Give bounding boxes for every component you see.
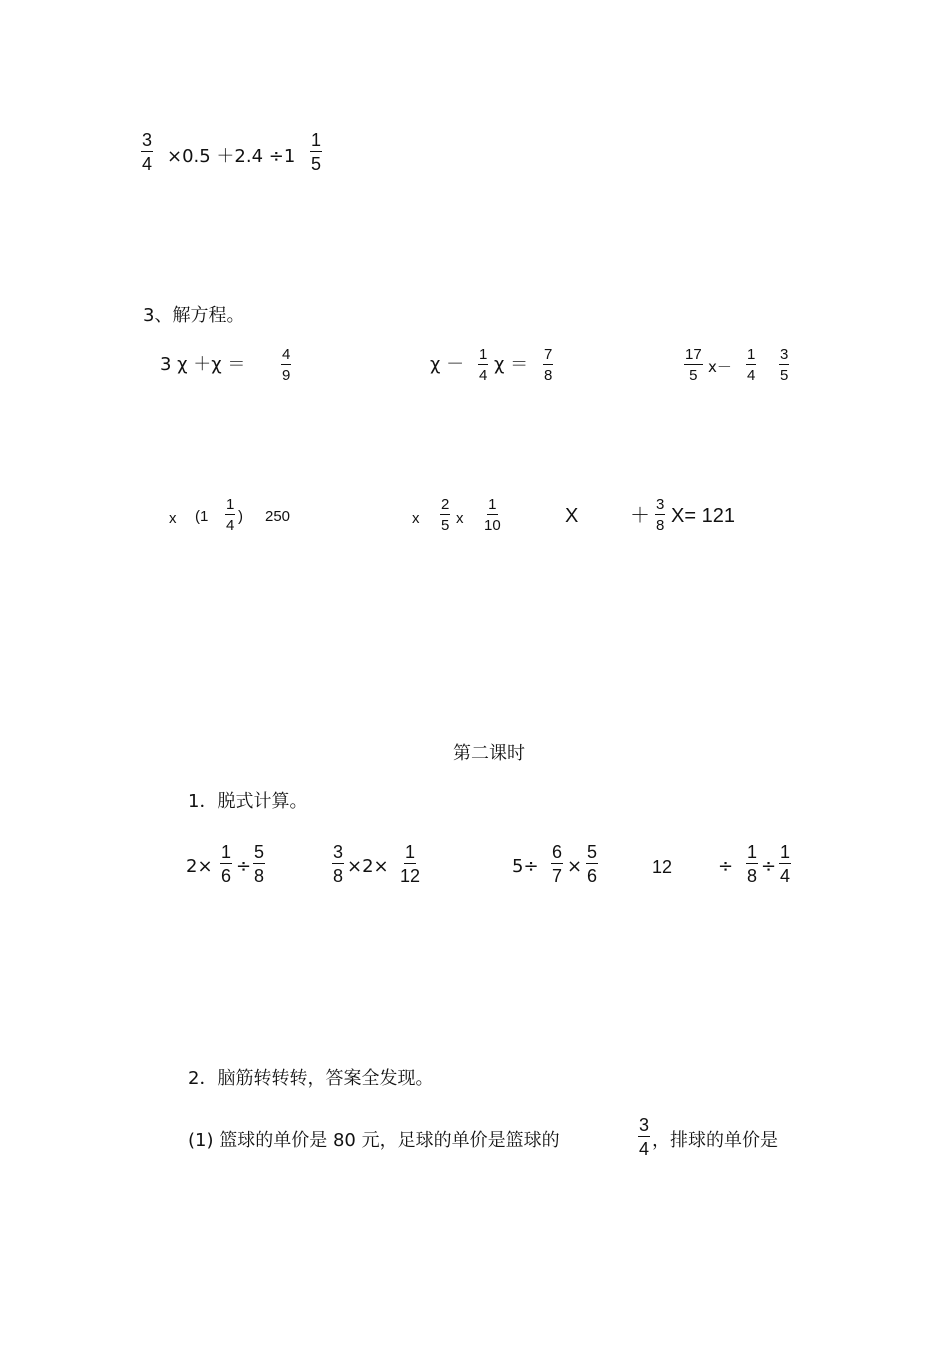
question-heading: 2．脑筋转转转，答案全发现。 <box>188 1068 434 1089</box>
calc-text: 2× <box>186 856 213 877</box>
equation-text: x－ <box>708 358 732 376</box>
fraction: $\frac{1}{4}$ <box>747 346 756 384</box>
fraction: $\frac{1}{8}$ <box>747 842 758 886</box>
fraction: $\frac{5}{8}$ <box>254 842 265 886</box>
equation-text: (1 <box>195 508 209 525</box>
fraction: $\frac{17}{5}$ <box>685 346 702 384</box>
equation-text: 3 χ ＋χ ＝ <box>160 354 246 375</box>
equation-rhs: X= 121 <box>671 505 735 527</box>
fraction: $\frac{7}{8}$ <box>544 346 553 384</box>
calc-text: × <box>567 856 583 877</box>
question-text: (1) 篮球的单价是 80 元，足球的单价是篮球的 <box>188 1130 560 1151</box>
section-heading: 3、解方程。 <box>143 305 245 326</box>
variable-x: x <box>412 510 420 527</box>
plus-sign: ＋ <box>630 503 650 527</box>
fraction: $\frac{1}{12}$ <box>400 842 421 886</box>
variable-x: x <box>169 510 177 527</box>
fraction: $\frac{3}{5}$ <box>780 346 789 384</box>
calc-text: 12 <box>652 857 673 877</box>
equation-text: χ ＝ <box>494 354 529 375</box>
fraction: $\frac{1}{6}$ <box>221 842 232 886</box>
fraction: $\frac{3}{4}$ <box>639 1115 650 1159</box>
fraction: $\frac{2}{5}$ <box>441 496 450 534</box>
question-text: ，排球的单价是 <box>652 1130 778 1151</box>
variable-x: x <box>456 510 464 527</box>
fraction: $\frac{3}{8}$ <box>656 496 665 534</box>
fraction: $\frac{1}{5}$ <box>311 130 322 174</box>
calc-text: ×2× <box>347 856 389 877</box>
equation-rhs: 250 <box>265 508 291 525</box>
equation-text: χ － <box>430 354 465 375</box>
fraction: $\frac{1}{10}$ <box>484 496 501 534</box>
calc-text: ÷ <box>761 856 777 877</box>
calc-text: ÷ <box>718 856 734 877</box>
question-heading: 1．脱式计算。 <box>188 791 308 812</box>
calc-text: 5÷ <box>512 856 539 877</box>
fraction: $\frac{1}{4}$ <box>226 496 235 534</box>
fraction: $\frac{5}{6}$ <box>587 842 598 886</box>
expression-text: ×0.5 ＋2.4 ÷1 <box>167 146 296 167</box>
fraction: $\frac{1}{4}$ <box>780 842 791 886</box>
variable-x: X <box>565 505 579 527</box>
fraction: $\frac{1}{4}$ <box>479 346 488 384</box>
fraction: $\frac{4}{9}$ <box>282 346 291 384</box>
page-title: 第二课时 <box>453 743 525 764</box>
fraction: $\frac{6}{7}$ <box>552 842 563 886</box>
fraction: $\frac{3}{4}$ <box>142 130 153 174</box>
calc-text: ÷ <box>236 856 252 877</box>
fraction: $\frac{3}{8}$ <box>333 842 344 886</box>
equation-text: ) <box>238 508 243 525</box>
